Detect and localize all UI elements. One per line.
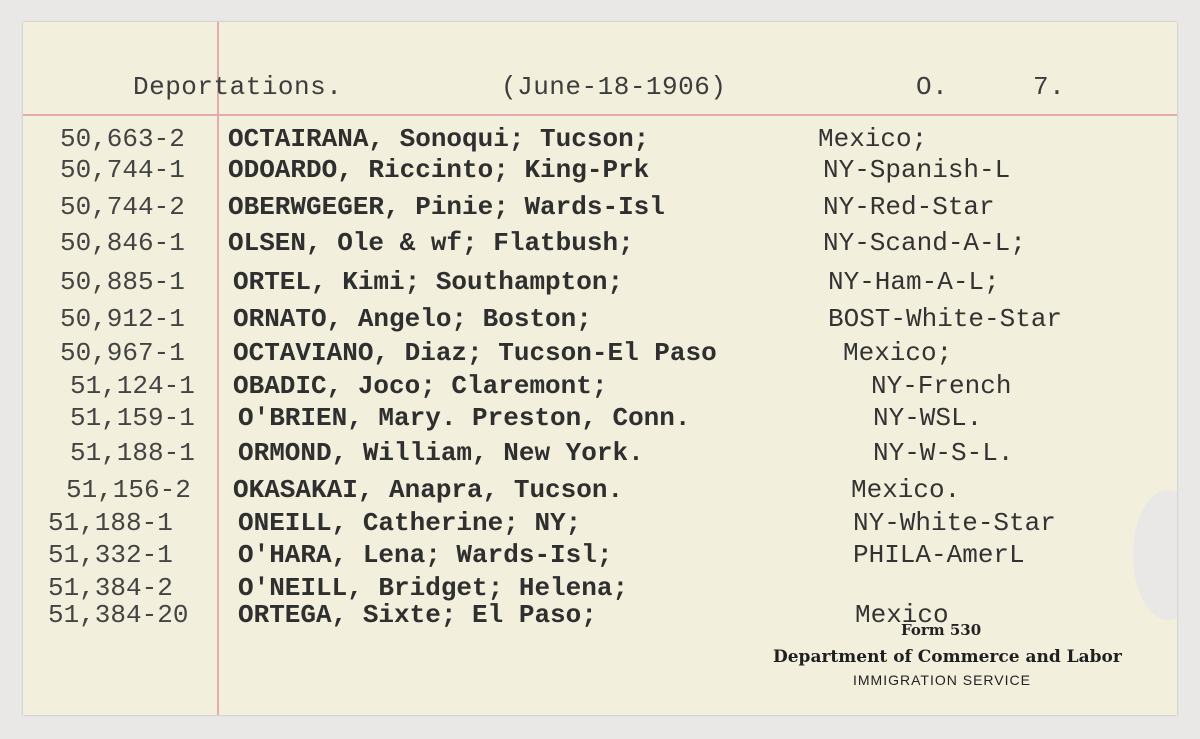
entry-number: 51,156-2 bbox=[66, 475, 191, 505]
card-number: 7. bbox=[1033, 72, 1066, 102]
entry-destination: NY-W-S-L. bbox=[873, 438, 1014, 468]
entry-number: 50,967-1 bbox=[60, 338, 185, 368]
entry-name: ORMOND, William, New York. bbox=[238, 438, 644, 468]
entry-name: OBADIC, Joco; Claremont; bbox=[233, 371, 608, 401]
entry-destination: BOST-White-Star bbox=[828, 304, 1063, 334]
entry-name: ORTEGA, Sixte; El Paso; bbox=[238, 600, 597, 630]
form-number: Form 530 bbox=[901, 621, 982, 639]
entry-destination: NY-Spanish-L bbox=[823, 155, 1011, 185]
margin-rule bbox=[217, 22, 219, 715]
entry-name: ONEILL, Catherine; NY; bbox=[238, 508, 582, 538]
card-title: Deportations. bbox=[133, 72, 343, 102]
entry-number: 51,384-20 bbox=[48, 600, 189, 630]
entry-destination: Mexico; bbox=[818, 124, 928, 154]
entry-number: 50,744-2 bbox=[60, 192, 185, 222]
entry-name: ORNATO, Angelo; Boston; bbox=[233, 304, 592, 334]
entry-destination: NY-Ham-A-L; bbox=[828, 267, 1000, 297]
entry-destination: NY-White-Star bbox=[853, 508, 1056, 538]
entry-name: OBERWGEGER, Pinie; Wards-Isl bbox=[228, 192, 665, 222]
entry-name: ODOARDO, Riccinto; King-Prk bbox=[228, 155, 650, 185]
card-notch bbox=[1133, 490, 1177, 620]
entry-name: OKASAKAI, Anapra, Tucson. bbox=[233, 475, 624, 505]
entry-destination: Mexico; bbox=[843, 338, 953, 368]
entry-name: ORTEL, Kimi; Southampton; bbox=[233, 267, 624, 297]
entry-destination: Mexico. bbox=[851, 475, 961, 505]
entry-name: OLSEN, Ole & wf; Flatbush; bbox=[228, 228, 634, 258]
entry-name: O'HARA, Lena; Wards-Isl; bbox=[238, 540, 613, 570]
entry-destination: PHILA-AmerL bbox=[853, 540, 1025, 570]
entry-number: 50,846-1 bbox=[60, 228, 185, 258]
entry-destination: NY-Red-Star bbox=[823, 192, 995, 222]
header-rule bbox=[23, 114, 1177, 116]
entry-number: 51,124-1 bbox=[70, 371, 195, 401]
department-name: Department of Commerce and Labor bbox=[773, 647, 1122, 667]
entry-name: O'NEILL, Bridget; Helena; bbox=[238, 573, 629, 603]
entry-name: OCTAVIANO, Diaz; Tucson-El Paso bbox=[233, 338, 717, 368]
entry-destination: NY-WSL. bbox=[873, 403, 983, 433]
entry-number: 50,744-1 bbox=[60, 155, 185, 185]
entry-name: OCTAIRANA, Sonoqui; Tucson; bbox=[228, 124, 650, 154]
entry-number: 51,332-1 bbox=[48, 540, 173, 570]
entry-number: 51,188-1 bbox=[70, 438, 195, 468]
entry-name: O'BRIEN, Mary. Preston, Conn. bbox=[238, 403, 691, 433]
entry-number: 51,188-1 bbox=[48, 508, 173, 538]
entry-destination: NY-French bbox=[871, 371, 1012, 401]
index-card bbox=[23, 22, 1177, 715]
entry-destination: NY-Scand-A-L; bbox=[823, 228, 1026, 258]
entry-number: 50,885-1 bbox=[60, 267, 185, 297]
entry-number: 50,663-2 bbox=[60, 124, 185, 154]
entry-number: 51,159-1 bbox=[70, 403, 195, 433]
service-name: IMMIGRATION SERVICE bbox=[853, 672, 1031, 688]
entry-number: 51,384-2 bbox=[48, 573, 173, 603]
entry-number: 50,912-1 bbox=[60, 304, 185, 334]
entry-destination: Mexico bbox=[855, 600, 949, 630]
card-letter: O. bbox=[916, 72, 949, 102]
card-date: (June-18-1906) bbox=[501, 72, 727, 102]
